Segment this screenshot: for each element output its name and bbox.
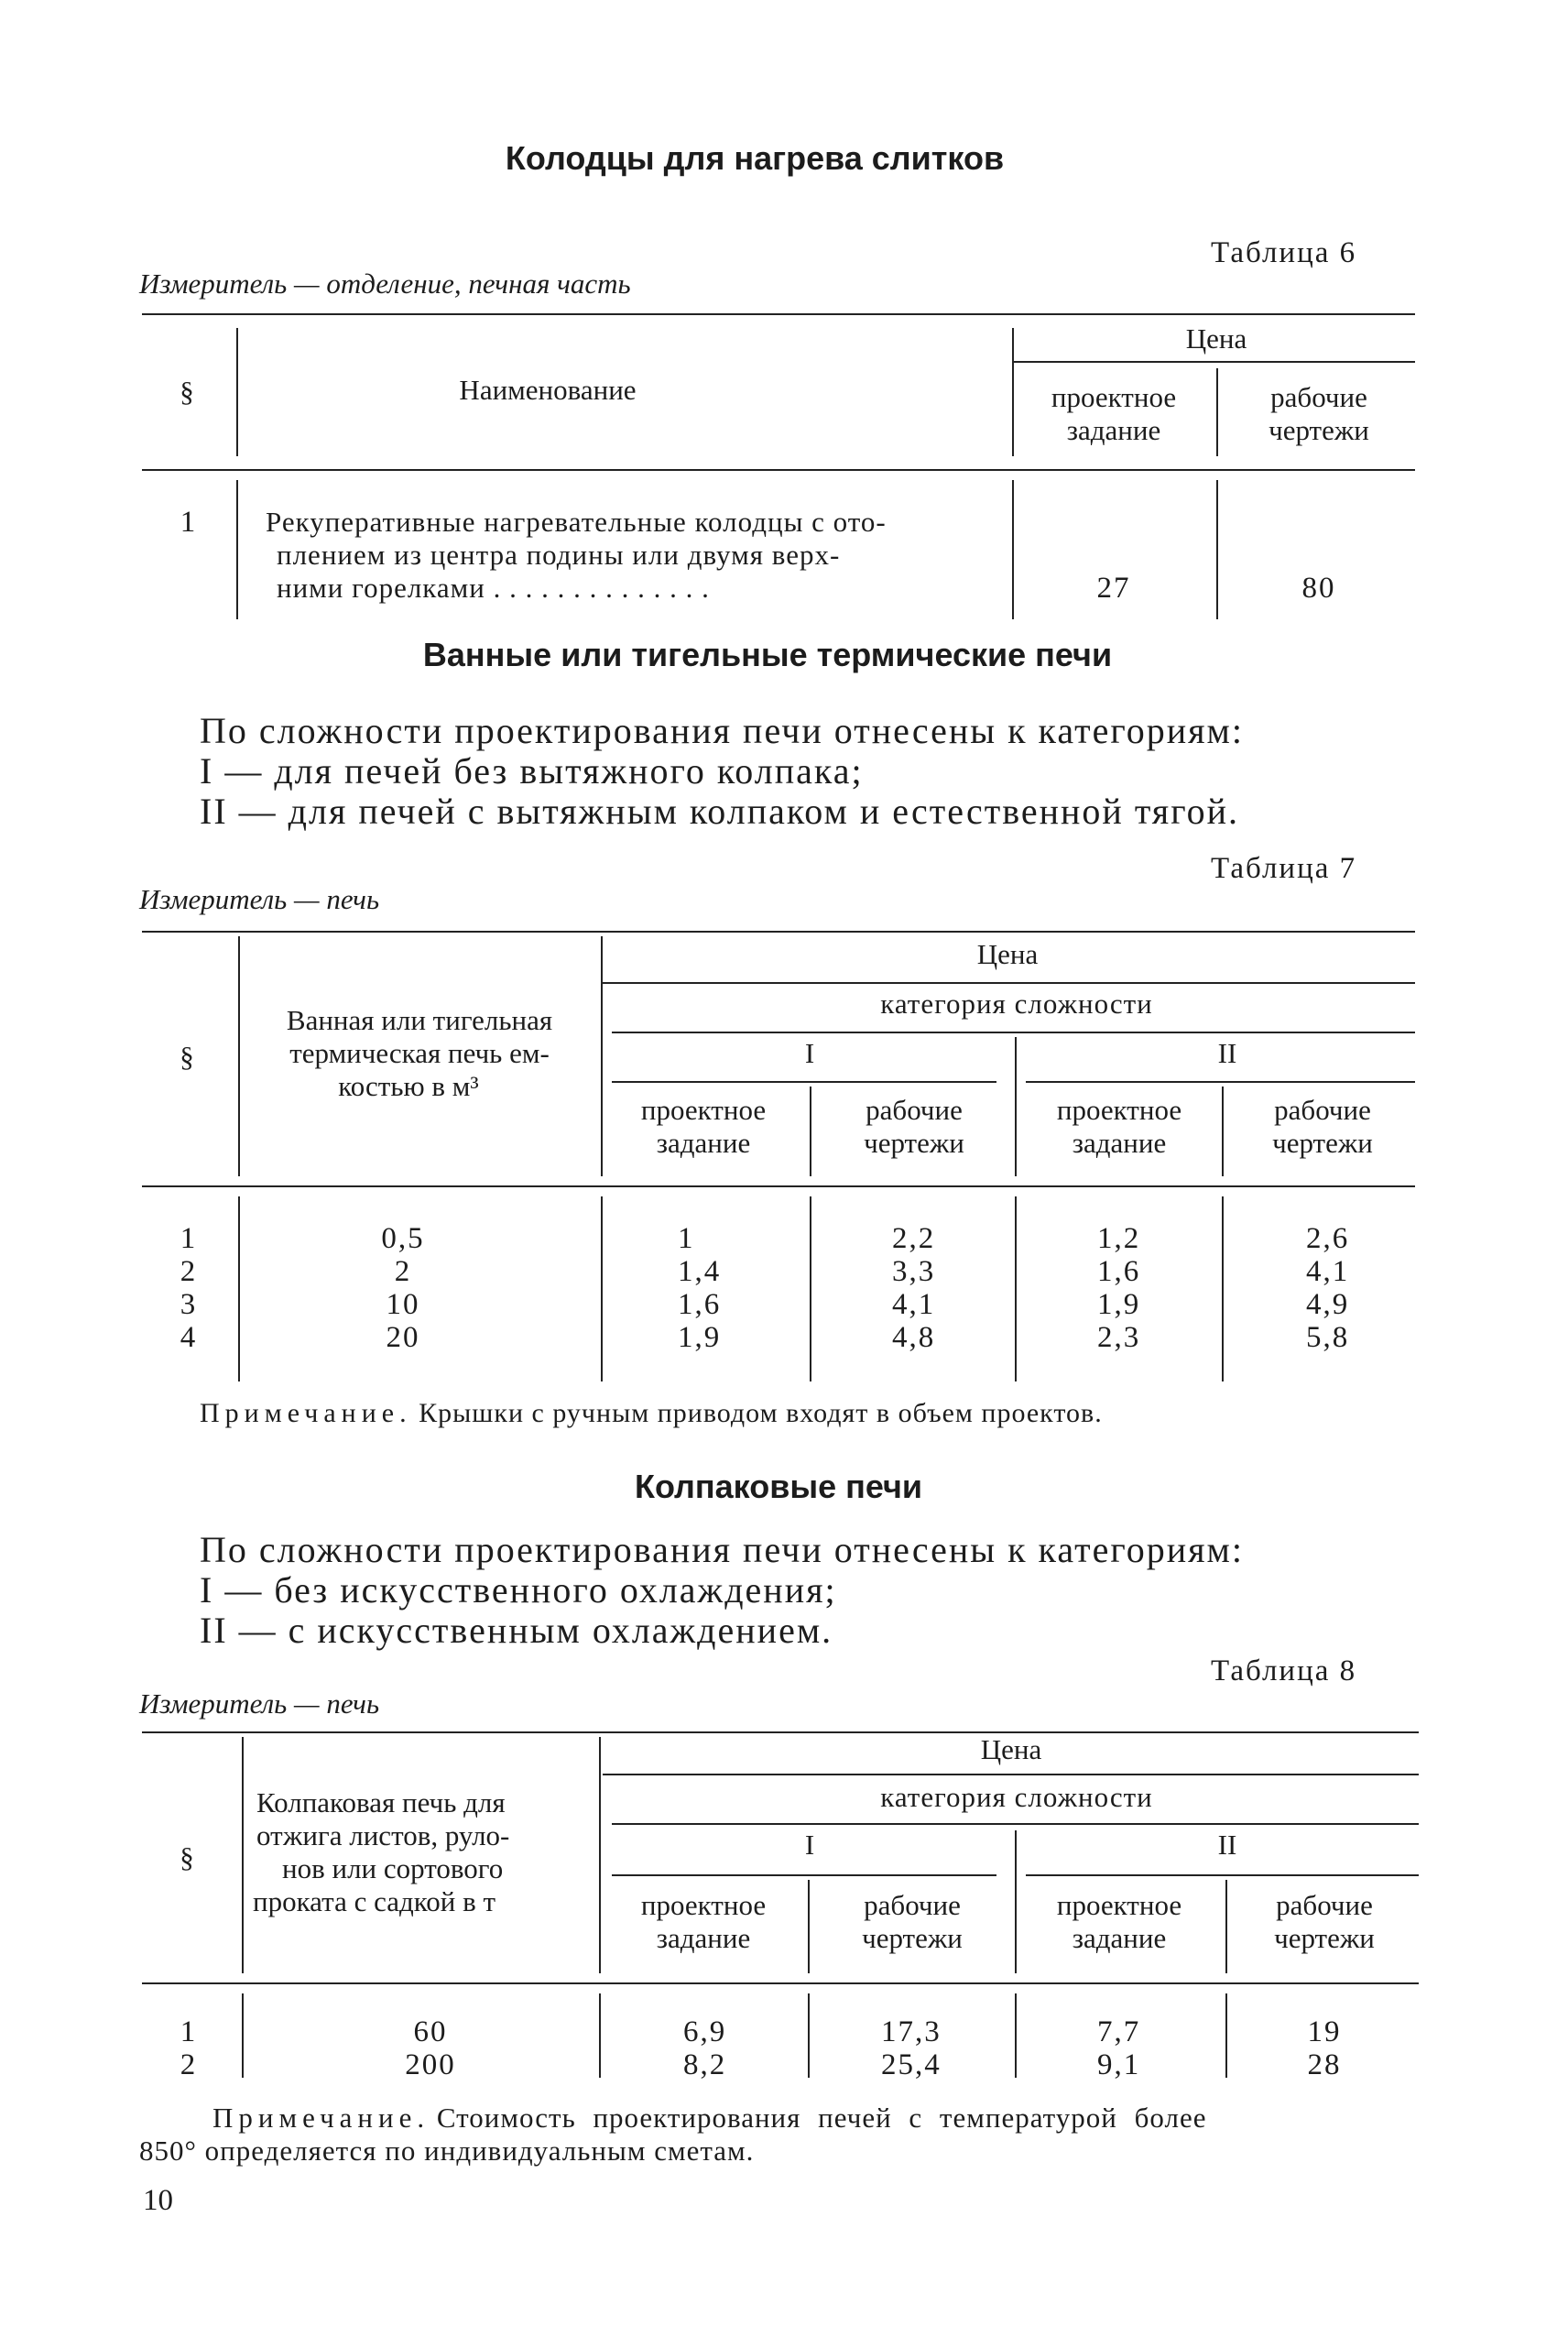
th-I-proj-2: задание xyxy=(656,1127,751,1159)
col-II-work xyxy=(1306,1222,1349,1354)
th-name-line-3: нов или сортового xyxy=(282,1852,504,1884)
th-category-II: II xyxy=(1217,1829,1237,1861)
table-cell-II-proj: 1,9 xyxy=(1097,1288,1141,1321)
th-name-line-1: Колпаковая печь для xyxy=(256,1786,506,1818)
section-title-1: Колодцы для нагрева слитков xyxy=(505,139,1005,177)
table-label-7: Таблица 7 xyxy=(1211,852,1357,885)
th-II-work-2: чертежи xyxy=(1272,1127,1373,1159)
table-cell-I-proj: 1,4 xyxy=(678,1255,722,1288)
table-cell-II-proj: 7,7 xyxy=(1097,2015,1141,2048)
th-price: Цена xyxy=(1185,322,1247,355)
th-I-work-2: чертежи xyxy=(864,1127,964,1159)
th-price: Цена xyxy=(980,1733,1042,1765)
table-cell-II-work: 28 xyxy=(1307,2048,1342,2081)
table-cell-I-work: 4,8 xyxy=(892,1321,936,1354)
row-name-line-3: ними горелками . . . . . . . . . . . . . . xyxy=(277,572,710,604)
category-2-text: II — с искусственным охлаждением. xyxy=(200,1610,833,1651)
col-II-work xyxy=(1308,2015,1342,2081)
table-cell-II-work: 19 xyxy=(1307,2015,1342,2048)
th-I-work-2: чертежи xyxy=(862,1922,963,1954)
table-cell-I-work: 17,3 xyxy=(881,2015,942,2048)
th-paragraph: § xyxy=(180,1841,194,1873)
table-cell-I-proj: 8,2 xyxy=(683,2048,727,2081)
th-II-work-2: чертежи xyxy=(1274,1922,1375,1954)
th-category-I: I xyxy=(804,1037,815,1069)
table-cell-I-work: 2,2 xyxy=(892,1222,936,1255)
row-work-value: 80 xyxy=(1301,572,1336,605)
measure-label-1: Измеритель — отделение, печная часть xyxy=(139,268,631,300)
table-cell-II-proj: 1,6 xyxy=(1097,1255,1141,1288)
th-name-line-1: Ванная или тигельная xyxy=(286,1004,553,1036)
table-row-number: 3 xyxy=(180,1288,198,1321)
th-I-work-1: рабочие xyxy=(866,1094,963,1126)
table-cell-I-proj: 1,9 xyxy=(678,1321,722,1354)
table-row-number: 1 xyxy=(180,2015,198,2048)
table-cell-II-work: 5,8 xyxy=(1306,1321,1350,1354)
table-cell-II-work: 4,1 xyxy=(1306,1255,1350,1288)
table-cell-I-work: 3,3 xyxy=(892,1255,936,1288)
th-name-line-2: отжига листов, руло- xyxy=(256,1819,510,1851)
table-cell-II-work: 4,9 xyxy=(1306,1288,1350,1321)
th-name-line-4: проката с садкой в т xyxy=(253,1885,496,1917)
table-cell-I-proj: 1 xyxy=(678,1222,695,1255)
col-capacity xyxy=(381,1222,424,1354)
th-II-work-1: рабочие xyxy=(1276,1889,1373,1921)
th-name-line-2: термическая печь ем- xyxy=(289,1037,550,1069)
th-name-line-3: костью в м³ xyxy=(338,1070,479,1102)
row-proj-value: 27 xyxy=(1096,572,1131,605)
col-I-proj xyxy=(678,1222,721,1354)
note-label: Примечание. xyxy=(212,2102,430,2134)
row-name-line-2: плением из центра подины или двумя верх- xyxy=(277,539,841,571)
row-name-line-1: Рекуперативные нагревательные колодцы с ото- xyxy=(266,506,887,538)
table-cell-capacity: 60 xyxy=(413,2015,448,2048)
table-row-number: 2 xyxy=(180,1255,198,1288)
section-title-3: Колпаковые печи xyxy=(634,1468,923,1505)
table-cell-capacity: 20 xyxy=(386,1321,420,1354)
th-category-I: I xyxy=(804,1829,815,1861)
table-cell-I-work: 4,1 xyxy=(892,1288,936,1321)
note-text-line-2: 850° определяется по индивидуальным сметам. xyxy=(139,2135,755,2167)
measure-label-3: Измеритель — печь xyxy=(139,1687,380,1720)
page-number: 10 xyxy=(143,2184,173,2217)
intro-text-3: По сложности проектирования печи отнесены к категориям: xyxy=(200,1529,1244,1570)
col-I-proj xyxy=(683,2015,726,2081)
table-cell-II-proj: 1,2 xyxy=(1097,1222,1141,1255)
table-cell-capacity: 2 xyxy=(394,1255,412,1288)
th-I-work-1: рабочие xyxy=(864,1889,961,1921)
col-II-proj xyxy=(1097,1222,1140,1354)
table-label-8: Таблица 8 xyxy=(1211,1654,1357,1687)
table-cell-capacity: 0,5 xyxy=(381,1222,425,1255)
th-work-1: рабочие xyxy=(1270,381,1367,413)
th-II-proj-2: задание xyxy=(1072,1922,1167,1954)
table-label-6: Таблица 6 xyxy=(1211,236,1357,269)
table-cell-capacity: 10 xyxy=(386,1288,420,1321)
th-category-II: II xyxy=(1217,1037,1237,1069)
th-II-work-1: рабочие xyxy=(1274,1094,1371,1126)
th-proj-2: задание xyxy=(1066,414,1161,446)
th-II-proj-2: задание xyxy=(1072,1127,1167,1159)
table-cell-I-proj: 1,6 xyxy=(678,1288,722,1321)
table-row-number: 1 xyxy=(180,1222,198,1255)
th-paragraph: § xyxy=(180,1041,194,1073)
th-work-2: чертежи xyxy=(1269,414,1369,446)
table-cell-capacity: 200 xyxy=(405,2048,456,2081)
category-1-text: I — для печей без вытяжного колпака; xyxy=(200,750,864,792)
table-7-note xyxy=(200,1398,1103,1429)
table-8-note xyxy=(212,2102,1207,2135)
section-title-2: Ванные или тигельные термические печи xyxy=(422,636,1113,673)
th-price: Цена xyxy=(976,938,1039,970)
category-1-text: I — без искусственного охлаждения; xyxy=(200,1569,837,1611)
th-I-proj-1: проектное xyxy=(640,1889,767,1921)
th-name: Наименование xyxy=(459,374,637,406)
table-cell-II-proj: 2,3 xyxy=(1097,1321,1141,1354)
row-number: 1 xyxy=(180,506,198,539)
intro-text-2: По сложности проектирования печи отнесены к категориям: xyxy=(200,710,1244,751)
table-cell-I-work: 25,4 xyxy=(881,2048,942,2081)
measure-label-2: Измеритель — печь xyxy=(139,883,380,915)
table-cell-II-work: 2,6 xyxy=(1306,1222,1350,1255)
table-cell-I-proj: 6,9 xyxy=(683,2015,727,2048)
col-number xyxy=(180,1222,198,1354)
table-row-number: 4 xyxy=(180,1321,198,1354)
col-number xyxy=(180,2015,198,2081)
category-2-text: II — для печей с вытяжным колпаком и естественной тягой. xyxy=(200,791,1240,832)
th-paragraph: § xyxy=(180,376,194,408)
col-I-work xyxy=(881,2015,942,2081)
note-text-line-1: Стоимость проектирования печей с температурой более xyxy=(436,2102,1207,2134)
table-cell-II-proj: 9,1 xyxy=(1097,2048,1141,2081)
th-II-proj-1: проектное xyxy=(1056,1889,1182,1921)
th-II-proj-1: проектное xyxy=(1056,1094,1182,1126)
th-I-proj-1: проектное xyxy=(640,1094,767,1126)
th-category: категория сложности xyxy=(880,988,1153,1020)
col-I-work xyxy=(892,1222,935,1354)
table-row-number: 2 xyxy=(180,2048,198,2081)
th-proj-1: проектное xyxy=(1051,381,1177,413)
th-I-proj-2: задание xyxy=(656,1922,751,1954)
col-capacity xyxy=(405,2015,456,2081)
note-text: Крышки с ручным приводом входят в объем проектов. xyxy=(419,1398,1103,1428)
col-II-proj xyxy=(1097,2015,1140,2081)
note-label: Примечание. xyxy=(200,1398,412,1428)
th-category: категория сложности xyxy=(880,1781,1153,1813)
